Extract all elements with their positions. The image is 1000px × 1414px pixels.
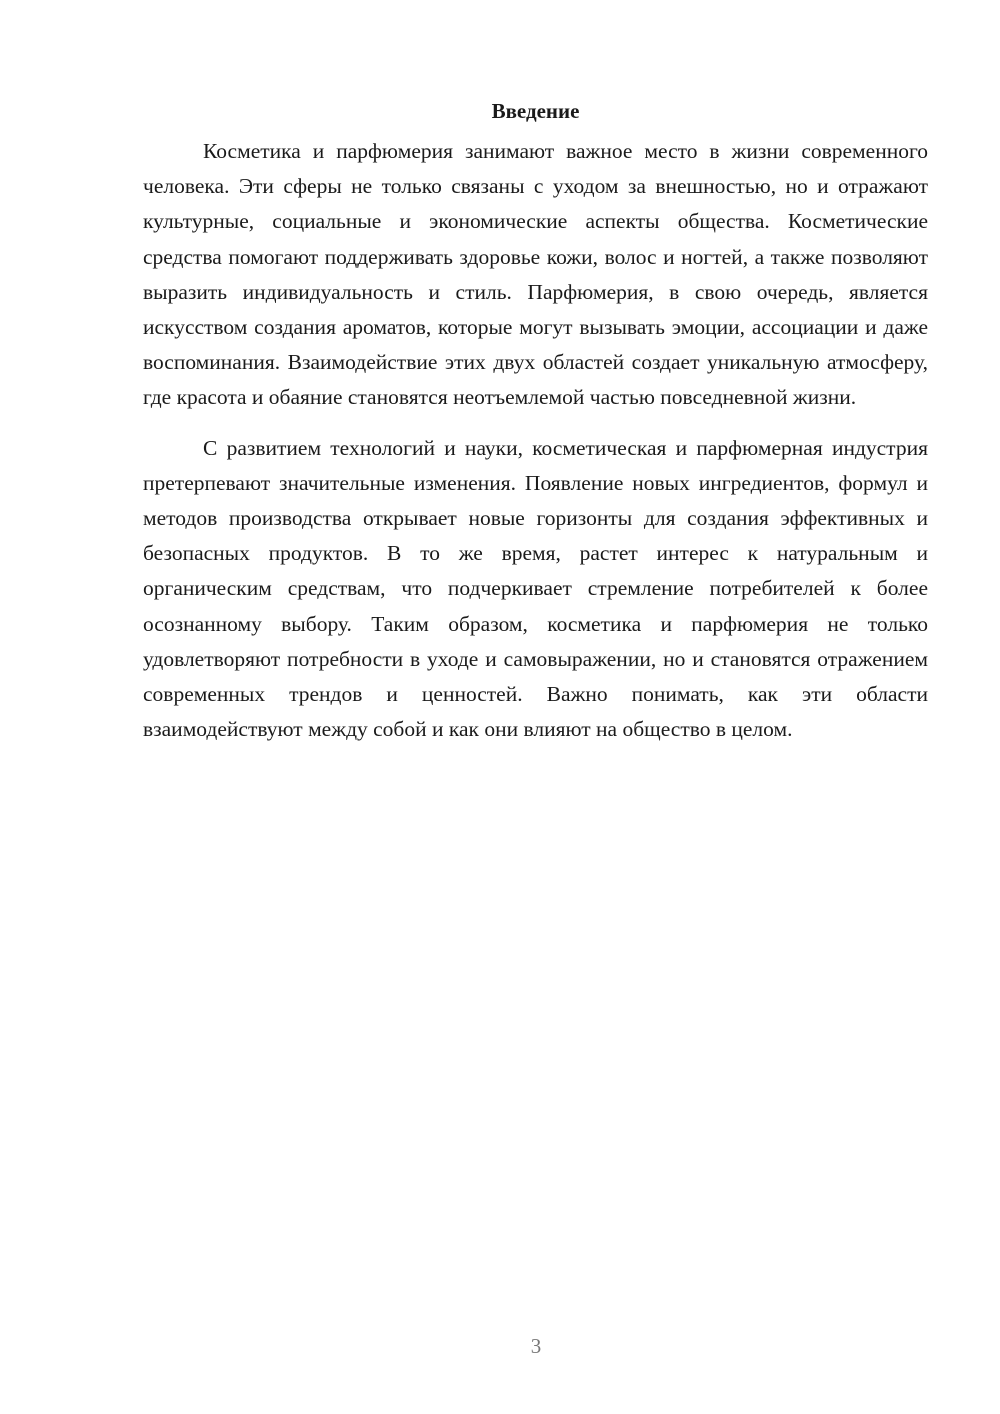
section-heading: Введение: [491, 99, 580, 123]
paragraph-2: С развитием технологий и науки, косметическая и парфюмерная индустрия претерпевают значительные изменения. Появление новых ингредиентов, формул и методов производства открывает новые горизонты для создания эффективных и безопасных продуктов. В то же время, растет интерес к натуральным и органическим средствам, что подчеркивает стремление потребителей к более осознанному выбору. Таким образом, косметика и парфюмерия не только удовлетворяют потребности в уходе и самовыражении, но и становятся отражением современных трендов и ценностей. Важно понимать, как эти области взаимодействуют между собой и как они влияют на общество в целом.: [143, 435, 928, 742]
paragraph-1: Косметика и парфюмерия занимают важное место в жизни современного человека. Эти сферы не только связаны с уходом за внешностью, но и отражают культурные, социальные и экономические аспекты общества. Косметические средства помогают поддерживать здоровье кожи, волос и ногтей, а также позволяют выразить индивидуальность и стиль. Парфюмерия, в свою очередь, является искусством создания ароматов, которые могут вызывать эмоции, ассоциации и даже воспоминания. Взаимодействие этих двух областей создает уникальную атмосферу, где красота и обаяние становятся неотъемлемой частью повседневной жизни.: [143, 139, 928, 410]
page-number: 3: [530, 1334, 542, 1358]
page-content: [143, 96, 928, 762]
